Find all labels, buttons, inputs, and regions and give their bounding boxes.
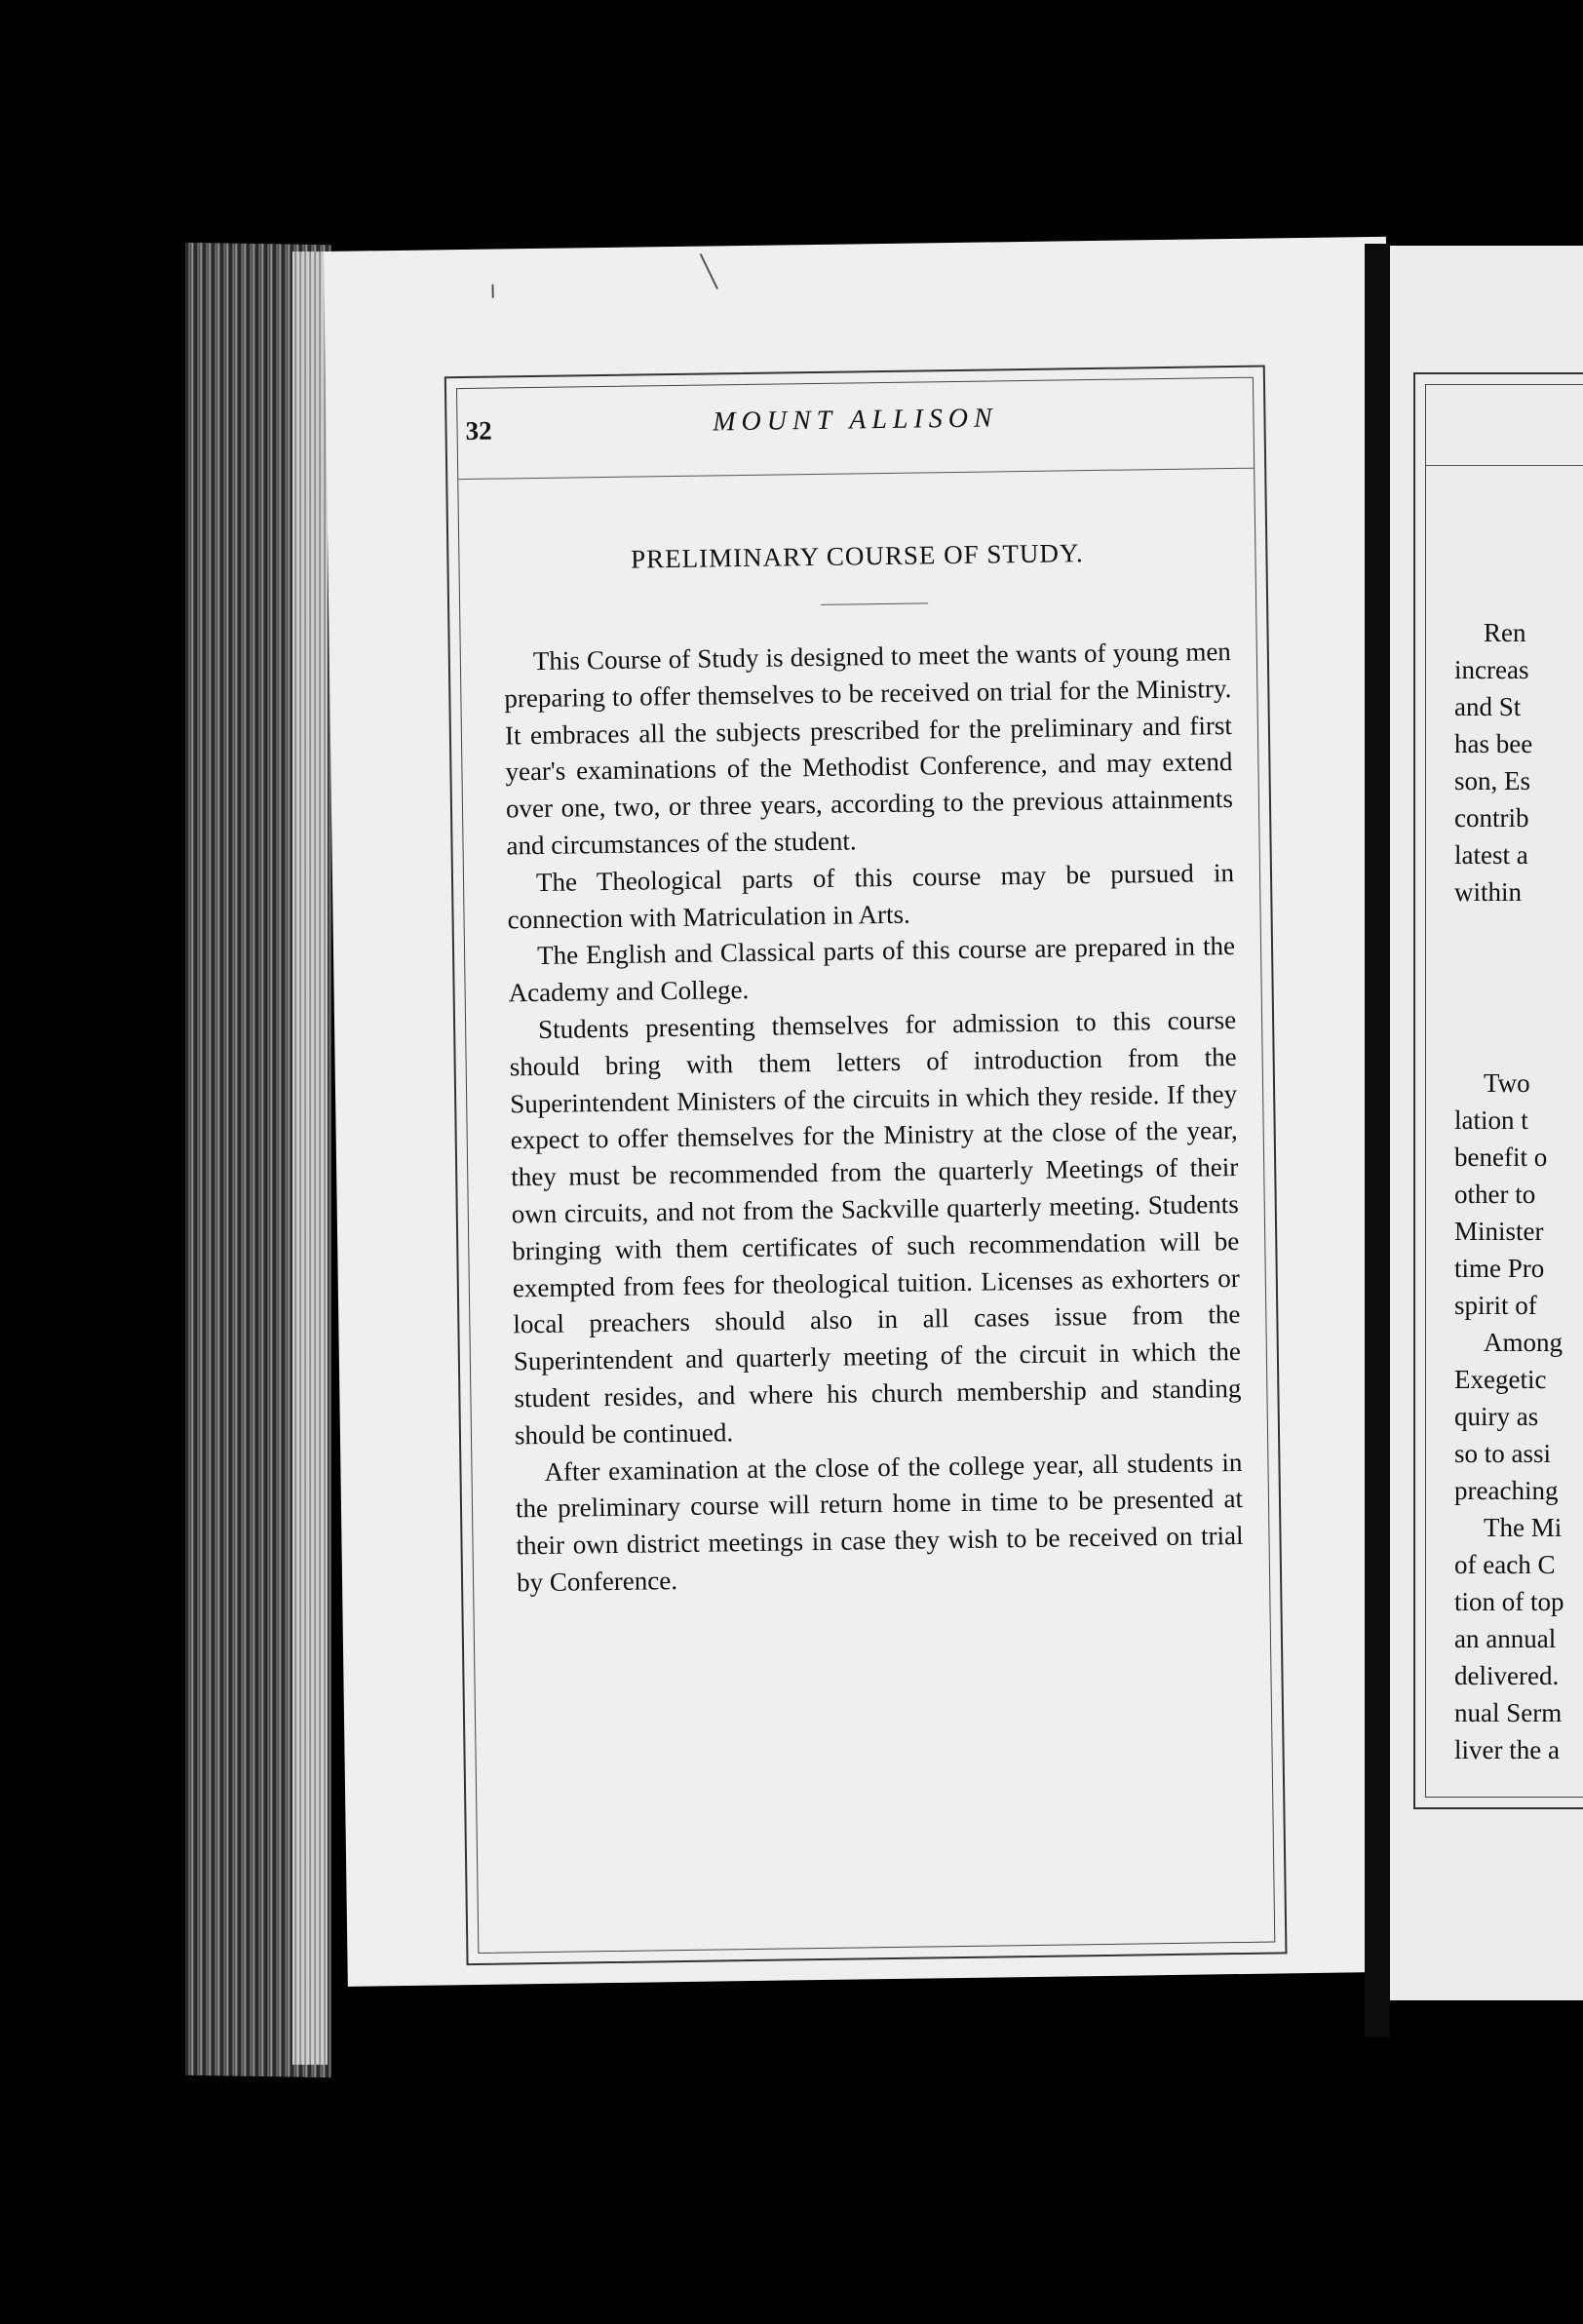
facing-line: liver the a xyxy=(1454,1735,1560,1764)
facing-line: and St xyxy=(1454,692,1522,721)
facing-line: time Pro xyxy=(1454,1254,1545,1283)
facing-line: within xyxy=(1454,877,1523,907)
facing-line: quiry as xyxy=(1454,1402,1539,1431)
left-page xyxy=(324,237,1410,1987)
facing-line: Exegetic xyxy=(1454,1365,1547,1394)
facing-line: so to assi xyxy=(1454,1439,1552,1468)
facing-line: The Mi xyxy=(1484,1513,1563,1542)
paragraph: After examination at the close of the college year, all students in the preliminary course will return home in time to be presented at their own district meetings in case they wish to be received on trial by Conference. xyxy=(515,1447,1244,1598)
facing-header-rule xyxy=(1426,465,1583,466)
facing-line: has bee xyxy=(1454,729,1533,758)
section-title: PRELIMINARY COURSE OF STUDY. xyxy=(630,538,1084,574)
facing-line: benefit o xyxy=(1454,1143,1548,1172)
page-number: 32 xyxy=(465,415,492,445)
facing-text-block xyxy=(1454,1065,1564,1768)
body-text xyxy=(504,634,1245,1602)
facing-page xyxy=(1390,246,1583,2000)
facing-line: latest a xyxy=(1454,840,1528,870)
facing-line: increas xyxy=(1454,655,1529,684)
title-rule xyxy=(821,602,928,605)
page-border-inner xyxy=(456,377,1275,1954)
facing-line: Ren xyxy=(1484,618,1526,647)
facing-line: nual Serm xyxy=(1454,1698,1563,1727)
facing-line: tion of top xyxy=(1454,1587,1564,1616)
paragraph: The English and Classical parts of this course are prepared in the Academy and College. xyxy=(508,931,1236,1008)
scan-mark xyxy=(491,285,493,298)
facing-line: son, Es xyxy=(1454,766,1531,795)
facing-line: Among xyxy=(1484,1328,1563,1357)
running-head: MOUNT ALLISON xyxy=(713,403,998,438)
scan-mark xyxy=(700,253,718,290)
facing-line: other to xyxy=(1454,1180,1536,1209)
page-border xyxy=(444,366,1288,1966)
paragraph: The Theological parts of this course may be pursued in connection with Matriculation in Arts. xyxy=(507,857,1235,935)
facing-line: spirit of xyxy=(1454,1291,1537,1320)
book-page-edges-light xyxy=(292,252,328,2065)
facing-line: delivered. xyxy=(1454,1661,1560,1690)
facing-line: an annual xyxy=(1454,1624,1557,1653)
facing-line: of each C xyxy=(1454,1550,1556,1579)
facing-line: Minister xyxy=(1454,1217,1544,1246)
facing-line: preaching xyxy=(1454,1476,1559,1505)
facing-line: contrib xyxy=(1454,803,1529,833)
facing-line: Two xyxy=(1484,1068,1530,1098)
page-header xyxy=(457,378,1254,480)
paragraph: This Course of Study is designed to meet the wants of young men preparing to offer themselves to be received on trial for the Ministry. It embraces all the subjects prescribed for the preliminary and first year's examinations of the Methodist Conference, and may extend over one, two, or three years, according to the previous attainments and circumstances of the student. xyxy=(504,637,1234,861)
paragraph: Students presenting themselves for admission to this course should bring with them letters of introduction from the Superintendent Ministers of the circuits in which they reside. If they expect to offer themselves for the Ministry at the close of the year, they must be recommended from the quarterly Meetings of their own circuits, and not from the Sackville quarterly meeting. Students bringing with them certificates of such recommendation will be exempted from fees for theological tuition. Licenses as exhorters or local preachers should also in all cases issue from the Superintendent and quarterly meeting of the circuit in which the student resides, and where his church membership and standing should be continued. xyxy=(509,1004,1242,1451)
facing-line: lation t xyxy=(1454,1105,1528,1135)
book-gutter xyxy=(1365,244,1390,2037)
facing-text-block xyxy=(1454,614,1532,910)
